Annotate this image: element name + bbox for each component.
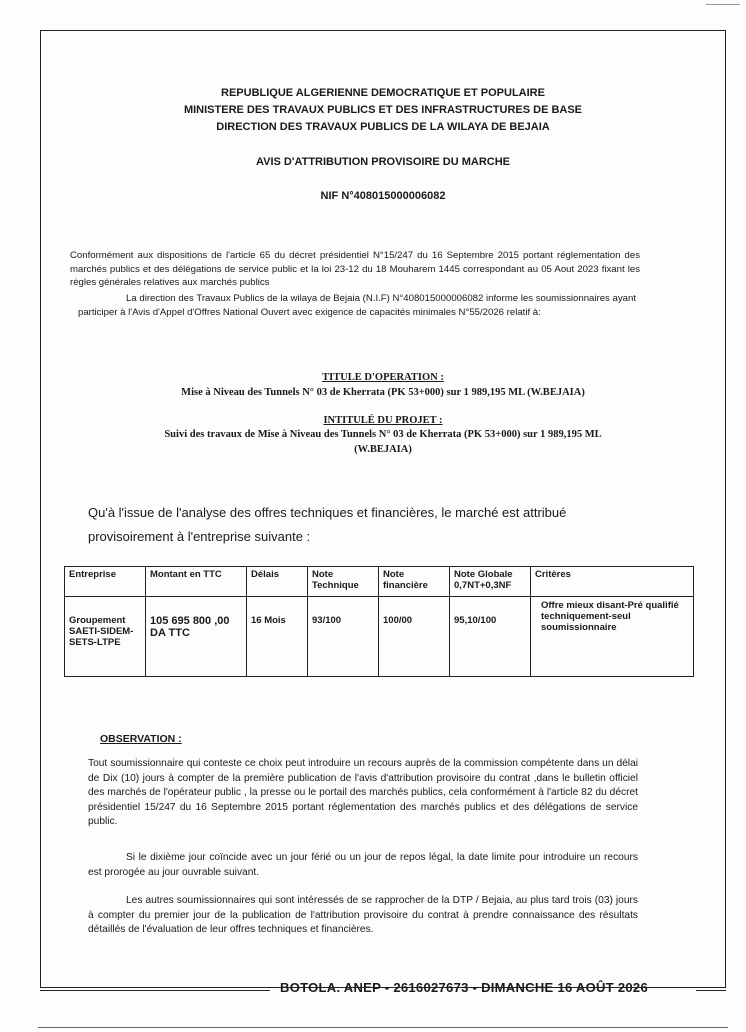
header-criteres: Critères — [531, 567, 694, 597]
table-header-row — [65, 567, 694, 597]
observation-paragraph-2: Si le dixième jour coïncide avec un jour férié ou un jour de repos légal, la date limite pour introduire un recours est prorogée au jour ouvrable suivant. — [88, 852, 638, 878]
header-note-globale: Note Globale 0,7NT+0,3NF — [450, 567, 531, 597]
publication-footer: BOTOLA. ANEP - 2616027673 - DIMANCHE 16 AOÛT 2026 — [280, 980, 648, 995]
cell-delais: 16 Mois — [247, 597, 308, 677]
header-delais: Délais — [247, 567, 308, 597]
cell-montant: 105 695 800 ,00 DA TTC — [146, 597, 247, 677]
header-montant: Montant en TTC — [146, 567, 247, 597]
cell-criteres: Offre mieux disant-Pré qualifié techniquement-seul soumissionnaire — [531, 597, 694, 677]
result-intro-2: provisoirement à l'entreprise suivante : — [88, 529, 311, 544]
nif-number: NIF N°408015000006082 — [320, 190, 446, 202]
header-note-financiere: Note financière — [379, 567, 450, 597]
document-title: AVIS D'ATTRIBUTION PROVISOIRE DU MARCHE — [256, 156, 510, 168]
header-republic: REPUBLIQUE ALGERIENNE DEMOCRATIQUE ET POPULAIRE — [221, 87, 545, 99]
projet-text-1: Suivi des travaux de Mise à Niveau des Tunnels N° 03 de Kherrata (PK 53+000) sur 1 989,195 ML — [164, 429, 602, 440]
table-row — [65, 597, 694, 677]
intro-paragraph-1: Conformément aux dispositions de l'article 65 du décret présidentiel N°15/247 du 16 Septembre 2015 portant réglementation des marchés publics et des délégations de service public et la loi 23-12 du 18 Mouharem 1445 correspondant au 05 Aout 2023 fixant les règles générales relatives aux marchés publics — [70, 250, 640, 288]
scan-mark — [706, 4, 740, 5]
cell-entreprise: Groupement SAETI-SIDEM-SETS-LTPE — [65, 597, 146, 677]
observation-paragraph-3: Les autres soumissionnaires qui sont intéressés de se rapprocher de la DTP / Bejaia, au plus tard trois (03) jours à compter du premier jour de la publication de l'attribution provisoire du contrat à prendre connaissance des résultats détaillés de l'évaluation de leur offres techniques et financières. — [88, 895, 638, 935]
intro-paragraph-2: La direction des Travaux Publics de la wilaya de Bejaia (N.I.F) N°408015000006082 informe les soumissionnaires ayant participer à l'Avis d'Appel d'Offres National Ouvert avec exigence de capacités minimales N°55/2026 relatif à: — [78, 293, 636, 318]
page-bottom-rule — [38, 1027, 728, 1028]
cell-note-financiere: 100/00 — [379, 597, 450, 677]
header-entreprise: Entreprise — [65, 567, 146, 597]
header-note-technique: Note Technique — [308, 567, 379, 597]
observation-title: OBSERVATION : — [100, 733, 182, 745]
projet-text-2: (W.BEJAIA) — [354, 444, 412, 455]
footer-rule-left — [40, 990, 270, 991]
operation-text: Mise à Niveau des Tunnels N° 03 de Kherrata (PK 53+000) sur 1 989,195 ML (W.BEJAIA) — [181, 387, 585, 398]
projet-label: INTITULÉ DU PROJET : — [323, 415, 443, 426]
footer-rule-right — [696, 990, 726, 991]
cell-note-technique: 93/100 — [308, 597, 379, 677]
header-ministry: MINISTERE DES TRAVAUX PUBLICS ET DES INFRASTRUCTURES DE BASE — [183, 104, 583, 116]
cell-note-globale: 95,10/100 — [450, 597, 531, 677]
observation-paragraph-1: Tout soumissionnaire qui conteste ce choix peut introduire un recours auprès de la commission compétente dans un délai de Dix (10) jours à compter de la première publication de l'avis d'attribution provisoire du contrat ,dans le bulletin officiel des marchés de l'opérateur public , la presse ou le portail des marchés publics, cela conformément à l'article 82 du décret présidentiel 15/247 du 16 Septembre 2015 portant réglementation des marchés publics et des délégations de service public. — [88, 758, 638, 827]
result-intro-1: Qu'à l'issue de l'analyse des offres techniques et financières, le marché est attribué — [88, 505, 567, 520]
header-direction: DIRECTION DES TRAVAUX PUBLICS DE LA WILAYA DE BEJAIA — [216, 121, 550, 133]
operation-label: TITULE D'OPERATION : — [322, 372, 444, 383]
award-table — [64, 566, 694, 677]
